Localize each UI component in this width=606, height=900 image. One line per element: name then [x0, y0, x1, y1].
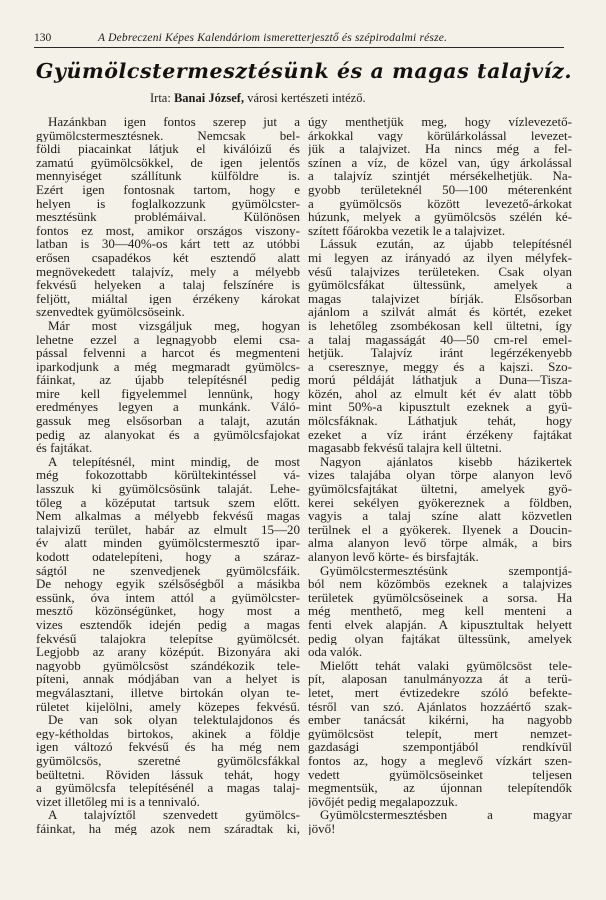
text-line: megmentsük, az újonnan telepítendők	[308, 781, 572, 795]
text-line: gyümölcsfajtákat ültetni, amelyek gyö-	[308, 482, 572, 496]
text-line: mint 50%-a kipusztult ezeknek a gyü-	[308, 400, 572, 415]
page-number: 130	[34, 32, 52, 44]
text-line: hetjük. Talajvíz iránt legérzékenyebb	[308, 346, 572, 360]
text-line: Mielőtt tehát valaki gyümölcsöst tele-	[320, 658, 572, 673]
text-line: a talaj magasságát 40—50 cm-rel emel-	[308, 332, 572, 347]
text-line: gyümölcsöst telepít, mert nemzet-	[308, 726, 572, 741]
text-line: A talajvíztől szenvedett gyümölcs-	[48, 808, 300, 822]
text-line: ból nem közömbös ezeknek a talajvizes	[308, 577, 572, 591]
article-title: Gyümölcstermesztésünk és a magas talajvíz.	[35, 59, 573, 83]
byline	[150, 90, 480, 106]
text-line: mire kell figyelemmel lennünk, hogy	[36, 386, 300, 401]
text-line: magasabb fekvésű talajra kell ültetni.	[308, 441, 502, 455]
text-line: Gyümölcstermesztésben a magyar	[320, 808, 572, 822]
text-line: vizes talajába olyan törpe alanyon levő	[308, 468, 572, 483]
text-line: Nem alkalmas a mélyebb fekvésű magas	[36, 509, 300, 523]
text-line: beültetni. Röviden lássuk tehát, hogy	[36, 767, 300, 782]
text-line: kodott odatelepíteni, hogy a száraz-	[36, 550, 300, 564]
text-line: letet, mert évtizedekre szóló befekte-	[308, 685, 572, 700]
right-column	[308, 115, 572, 835]
text-line: oda valók.	[308, 645, 363, 659]
text-line: fáinkat, ha még azok nem száradtak ki,	[36, 821, 300, 836]
text-line: eredményes legyen a munkánk. Váló-	[36, 400, 300, 415]
text-line: lehetne ezzel a legnagyobb elemi csa-	[36, 332, 300, 347]
text-line: mi legyen az irányadó az ilyen mélyfek-	[308, 250, 572, 265]
text-line: zamatú gyümölcsökkel, de igen jelentős	[36, 155, 300, 170]
running-head	[34, 30, 564, 46]
text-line: fenti elvek alapján. A kipusztultak helyett	[308, 617, 572, 632]
text-line: pással felvenni a harcot és megmenteni	[36, 346, 300, 360]
text-line: közén, ahol az elmult két év alatt több	[308, 386, 572, 401]
text-line: Legjobb az arany középút. Bizonyára aki	[36, 645, 300, 659]
text-line: Gyümölcstermesztésünk szempontjá-	[320, 563, 572, 578]
text-line: vagyis a talaj színe alatt közvetlen	[308, 509, 572, 523]
text-line: vedett gyümölcsöseinket teljesen	[308, 767, 572, 782]
text-line: lasszuk ki gyümölcsösünk talaját. Lehe-	[36, 482, 300, 496]
text-line: fekvésű helyeken a talaj felszínére is	[36, 278, 300, 292]
text-line: Már most vizsgáljuk meg, hogyan	[48, 318, 300, 333]
text-line: még menthető, meg kell menteni a	[308, 604, 572, 618]
text-line: terülnek el a gyökerek. Ilyenek a Doucin-	[308, 522, 572, 537]
text-line: gyümölcsös, szeretné gyümölcsfákkal	[36, 753, 300, 768]
text-line: kerei sekélyen gyökereznek a földben,	[308, 495, 572, 510]
text-line: Hazánkban igen fontos szerep jut a	[48, 115, 300, 129]
text-line: A telepítésnél, mint mindig, de most	[48, 454, 300, 469]
text-line: is lehetőleg zsombékosan kell ültetni, így	[308, 318, 572, 333]
text-line: jük a talajvizet. Ha nincs még a fel-	[308, 142, 572, 156]
text-line: mesztésünk problémáival. Különösen	[36, 210, 300, 224]
text-line: úgy menthetjük meg, hogy vízlevezető-	[308, 115, 572, 129]
text-line: földi piacainkat látjuk el kiválóizű és	[36, 142, 300, 156]
text-line: jövő!	[308, 821, 336, 836]
text-line: gyümölcstermesztésnek. Nemcsak bel-	[36, 128, 300, 143]
text-line: morú példáját láthatjuk a Duna—Tisza-	[308, 373, 572, 387]
byline-role: városi kertészeti intéző.	[247, 91, 366, 105]
text-line: területek gyümölcsöseinek a sorsa. Ha	[308, 590, 572, 605]
text-line: gazdasági szempontjából rendkívül	[308, 740, 572, 754]
text-line: erősen csapadékos két esztendő alatt	[36, 250, 300, 265]
text-line: fáinkat, az újabb telepítésnél pedig	[36, 373, 300, 387]
text-line: Lássuk ezután, az újabb telepítésnél	[320, 237, 572, 251]
text-line: tésről van szó. Ajánlatos hozzáértő szak-	[308, 699, 572, 714]
text-line: De nehogy egyik szélsőségből a másikba	[36, 577, 300, 591]
text-line: pedig olyan fajtákat ültessünk, amelyek	[308, 631, 572, 646]
text-line: fekvésű talajokra telepítse gyümölcsét.	[36, 631, 300, 646]
text-line: tőleg a középutat tartsuk szem előtt.	[36, 495, 300, 510]
text-line: a cseresznye, meggy és a kajszi. Szo-	[308, 359, 572, 374]
text-line: fontos ez most, amikor országos viszony-	[36, 223, 300, 238]
text-line: és fajtákat.	[36, 441, 93, 455]
text-line: mennyiséget szállítunk külföldre is.	[36, 169, 300, 183]
text-line: latban is 30—40%-os kárt tett az utóbbi	[36, 237, 300, 251]
running-title: A Debreczeni Képes Kalendáriom ismeretterjesztő és szépirodalmi része.	[98, 32, 448, 44]
text-line: alma alanyon levő törpe almák, a birs	[308, 536, 572, 550]
text-line: nagyobb gyümölcsöst szándékozik tele-	[36, 658, 300, 673]
text-line: szített főárokba vezetik le a talajvizet.	[308, 223, 506, 238]
text-line: ezeket a víz iránt érzékeny fajtákat	[308, 427, 572, 442]
text-line: a talajvíz szintjét mérsékelhetjük. Na-	[308, 169, 572, 183]
text-line: píteni, annak módjában van a helyet is	[36, 672, 300, 686]
byline-author: Banai József,	[173, 91, 245, 105]
text-line: a gyümölcsös között levezető-árkokat	[308, 196, 572, 211]
text-line: feljött, miáltal igen érzékeny károkat	[36, 291, 300, 306]
header-rule	[34, 47, 564, 48]
text-line: helyen is foglalkozzunk gyümölcster-	[36, 196, 300, 211]
text-line: megválasztani, illetve birtokán olyan te-	[36, 685, 300, 700]
text-line: még fokozottabb körültekintéssel vá-	[36, 468, 300, 483]
text-line: a gyümölcsfa telepítésénél a magas talaj-	[36, 781, 300, 795]
text-line: árkokkal vagy körülárkolással levezet-	[308, 128, 572, 143]
text-line: igen változó fekvésű és ha még nem	[36, 740, 300, 754]
text-line: jövőjét pedig megalapozzuk.	[308, 794, 458, 809]
text-line: Nagyon ajánlatos kisebb házikertek	[320, 454, 572, 469]
text-line: ember tanácsát kikérni, ha nagyobb	[308, 713, 572, 727]
text-line: De van sok olyan telektulajdonos és	[48, 713, 300, 727]
text-line: talajvizű terület, habár az elmult 15—20	[36, 522, 300, 537]
text-line: színen a víz, de közel van, úgy árkolással	[308, 155, 572, 170]
text-line: szenvedtek gyümölcsöseink.	[36, 305, 185, 319]
text-line: megnövekedett talajvíz, mely a mélyebb	[36, 264, 300, 279]
text-line: vizet illetőleg mi is a tennivaló.	[36, 794, 200, 809]
text-line: rületet kijelölni, amely közepes fekvésű.	[36, 699, 300, 714]
text-line: iparkodjunk a még megmaradt gyümölcs-	[36, 359, 300, 374]
text-line: ajánlom a szilvát almát és körtét, ezeket	[308, 305, 572, 319]
left-column	[36, 115, 300, 835]
text-line: mesztő közönségünket, hogy most a	[36, 604, 300, 618]
text-line: egy-kétholdas birtokos, akinek a földje	[36, 726, 300, 741]
text-line: essünk, óva intem attól a gyümölcster-	[36, 590, 300, 605]
text-line: vizes esztendők idején pedig a magas	[36, 617, 300, 632]
text-line: gyobb területeknél 50—100 méterenként	[308, 182, 572, 197]
text-line: ságtól ne szenvedjenek gyümölcsfáik.	[36, 563, 300, 578]
text-line: vésű talajvizes területeken. Csak olyan	[308, 264, 572, 279]
text-line: gyümölcsfákat ültessünk, amelyek a	[308, 278, 572, 292]
text-line: mölcsfáknak. Láthatjuk tehát, hogy	[308, 414, 572, 428]
text-line: húzunk, melyek a gyümölcsös szélén ké-	[308, 210, 572, 224]
text-line: pít, alaposan tanulmányozza át a terü-	[308, 672, 572, 686]
text-line: magas talajvizet bírják. Elsősorban	[308, 291, 572, 306]
text-line: Ezért igen fontosnak tartom, hogy e	[36, 182, 300, 197]
text-line: alanyon levő körte- és birsfajták.	[308, 550, 479, 564]
text-line: pedig az alanyokat és a gyümölcsfajokat	[36, 427, 300, 442]
text-line: év alatt minden gyümölcstermesztő ipar-	[36, 536, 300, 550]
text-line: gassuk meg elsősorban a talajt, azután	[36, 414, 300, 428]
byline-prefix: Irta:	[150, 91, 171, 105]
text-line: fontos az, hogy a meglevő vízkárt szen-	[308, 753, 572, 768]
